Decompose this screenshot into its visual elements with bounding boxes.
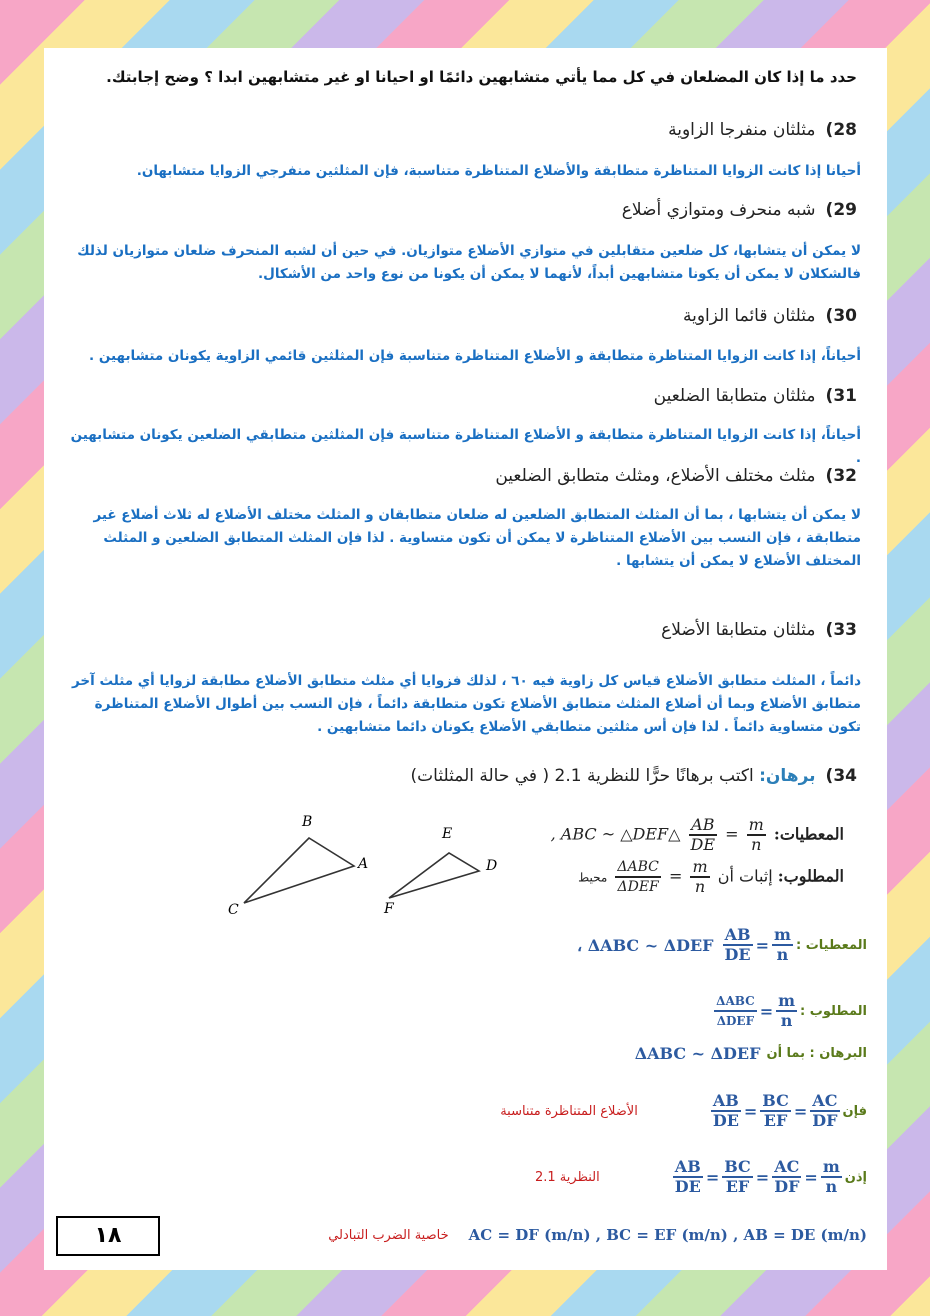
q34-given-box — [524, 816, 844, 896]
vertex-d: D — [486, 858, 498, 874]
instructions: حدد ما إذا كان المضلعان في كل مما يأتي متشابهين دائمًا او احيانا او غير متشابهين ابدا ؟ وضح إجابتك. — [106, 68, 857, 86]
answer-32: لا يمكن أن يتشابها ، بما أن المثلث المتطابق الضلعين له ضلعان متطابقان و المثلث مختلف الأضلاع له ثلاث أضلاع غير متطابقة ، فإن النسب بين الأضلاع المتناظرة لا يمكن أن تكون متساوية . لذا فإن المثلث المتطابق الضلعين و المثلث المختلف الأضلاع لا يمكن أن يتشابها . — [93, 507, 861, 569]
vertex-a: A — [358, 856, 369, 872]
vertex-b: B — [302, 814, 313, 830]
page-number: ١٨ — [56, 1216, 160, 1256]
solution-then: فإن $\frac{AC}{DF}$ = $\frac{BC}{EF}$ = $\frac{AB}{DE}$ الأضلاع المتناظرة متناسبة — [500, 1091, 867, 1130]
answer-29: لا يمكن أن يتشابها، كل ضلعين متقابلين في متوازي الأضلاع متوازيان. في حين أن لشبه المنحرف ضلعان متوازيان لذلك فالشكلان لا يمكن أن يكونا متشابهين أبداً، لأنهما لا يمكن أن يكونا من نوع واحد من الأشكال. — [77, 243, 861, 282]
question-32: 32)مثلث مختلف الأضلاع، ومثلث متطابق الضلعين — [495, 466, 857, 486]
triangle-def — [389, 853, 479, 898]
answer-33: دائماً ، المثلث متطابق الأضلاع قياس كل زاوية فيه ٦٠ ، لذلك فزوايا أي مثلث متطابق الأضلاع مطابقة لزوايا أي مثلث آخر متطابق الأضلاع وبما أن أضلاع المثلث متطابق الأضلاع تكون متطابقة دائماً ، فإن النسب بين أطوال الأضلاع المتناظرة تكون متساوية دائماً . لذا فإن أس مثلثين متطابقي الأضلاع يكونان دائما متشابهين . — [71, 673, 861, 735]
question-28: 28)مثلثان منفرجا الزاوية — [668, 120, 857, 140]
q34-required: المطلوب: إثبات أن $\frac{m}{n}$ = $\frac{\text{ΔABC}}{\text{ΔDEF}}$ محيط — [578, 857, 844, 896]
question-33: 33)مثلثان متطابقا الأضلاع — [661, 620, 857, 640]
q34-given: المعطيات: $\frac{m}{n}$ = $\frac{AB}{DE}$ △ABC ~ △DEF , — [550, 815, 844, 854]
question-29: 29)شبه منحرف ومتوازي أضلاع — [621, 200, 857, 220]
worksheet-page — [44, 48, 887, 1270]
vertex-f: F — [384, 901, 394, 917]
solution-so: إذن $\frac{m}{n}$ = $\frac{AC}{DF}$ = $\frac{BC}{EF}$ = $\frac{AB}{DE}$ النظرية 2.1 — [534, 1157, 867, 1196]
answer-30: أحياناً، إذا كانت الزوايا المتناظرة متطابقة و الأضلاع المتناظرة متناسبة فإن المثلثين قائمي الزاوية يكونان متشابهين . — [89, 348, 861, 364]
vertex-c: C — [228, 902, 239, 918]
question-31: 31)مثلثان متطابقا الضلعين — [653, 386, 857, 406]
solution-required: المطلوب : $\frac{m}{n}$ = $\frac{\text{ΔABC}}{\text{ΔDEF}}$ — [716, 991, 867, 1030]
answer-31: أحياناً، إذا كانت الزوايا المتناظرة متطابقة و الأضلاع المتناظرة متناسبة فإن المثلثين متطابقي الضلعين يكونان متشابهين . — [70, 427, 861, 466]
solution-given: المعطيات : $\frac{m}{n}$ = $\frac{AB}{DE}$ ΔABC ~ ΔDEF ، — [577, 925, 867, 964]
vertex-e: E — [442, 826, 453, 842]
question-34: 34)برهان: اكتب برهانًا حرًّا للنظرية 2.1 ( في حالة المثلثات) — [410, 766, 857, 786]
answer-28: أحيانا إذا كانت الزوايا المتناظرة متطابقة والأضلاع المتناظرة متناسبة، فإن المثلثين منفرجي الزوايا متشابهان. — [136, 163, 861, 179]
triangles-figure — [224, 808, 524, 918]
question-30: 30)مثلثان قائما الزاوية — [682, 306, 857, 326]
triangle-abc — [244, 838, 354, 903]
solution-proof: البرهان : بما أن ΔABC ~ ΔDEF — [634, 1044, 867, 1063]
solution-last: AC = DF (m/n) , BC = EF (m/n) , AB = DE (m/n) خاصية الضرب التبادلي — [328, 1226, 867, 1244]
